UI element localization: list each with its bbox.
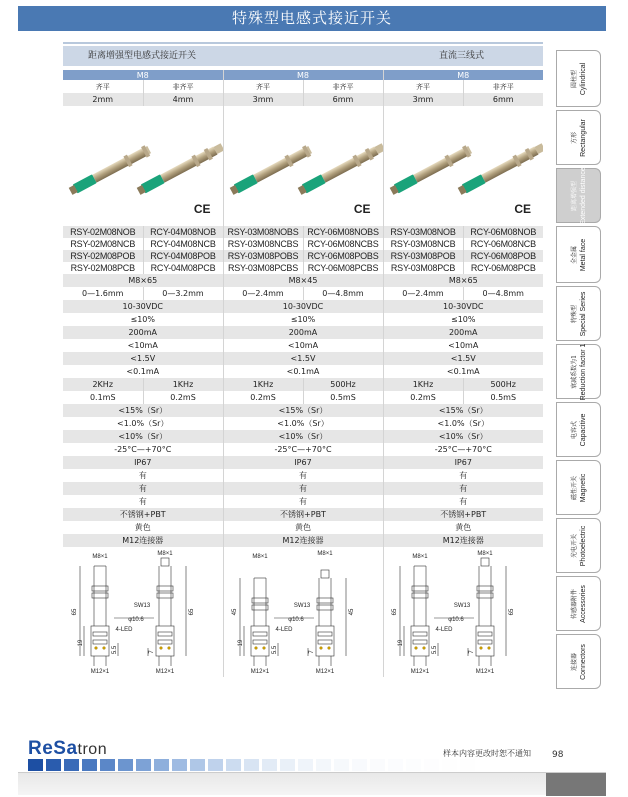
load-current-cell: 200mA: [383, 326, 543, 339]
range-cell: 0—3.2mm: [143, 287, 223, 300]
model-cell: RSY-02M08PCB: [70, 263, 135, 273]
sidebar-tab-label: [570, 238, 588, 270]
voltage-row: [63, 300, 543, 313]
reverse-cell: 有: [223, 482, 383, 495]
footer-square: [208, 759, 223, 771]
response-cell: 0.2mS: [143, 391, 223, 404]
sidebar-tab-en: Capacitive: [579, 413, 587, 446]
drawing-label: M12×1: [90, 669, 110, 675]
drawing-label: SW13: [293, 603, 311, 609]
consumption-cell: <10mA: [223, 339, 383, 352]
frequency-cell: 500Hz: [303, 378, 383, 391]
distance-cell: 3mm: [383, 93, 463, 106]
footer-square: [82, 759, 97, 771]
hysteresis-row: [63, 404, 543, 417]
leakage-cell: <0.1mA: [383, 365, 543, 378]
protection-cell: IP67: [223, 456, 383, 469]
footer-square: [352, 759, 367, 771]
sidebar-tab-cn: 圆柱型: [570, 69, 578, 88]
sidebar-tab-cn: 电容式: [570, 420, 578, 439]
material-cell: 不锈钢+PBT: [223, 508, 383, 521]
mount-cell: 非齐平: [143, 80, 223, 93]
hysteresis-cell: <15%（Sr）: [383, 404, 543, 417]
short-circuit-row: [63, 469, 543, 482]
footer-square: [154, 759, 169, 771]
drawing-label: φ10.6: [127, 617, 144, 623]
sidebar-tab-cn: 全金属: [570, 245, 578, 264]
repeat-cell: <1.0%（Sr）: [223, 417, 383, 430]
model-cell: RCY-06M08POBS: [303, 250, 383, 262]
size-cell: M8: [383, 70, 543, 80]
sidebar-tab-en: Accessories: [579, 584, 587, 623]
sidebar-tab-capacitive[interactable]: [556, 402, 601, 457]
voltage-drop-cell: <1.5V: [383, 352, 543, 365]
indicator-cell: 有: [383, 495, 543, 508]
drawing-label: M12×1: [250, 669, 270, 675]
drawing-label: M12×1: [315, 669, 335, 675]
dimension-drawing: [224, 548, 382, 676]
footer-square: [28, 759, 43, 771]
footer-square: [118, 759, 133, 771]
sidebar-tab-photoelectric[interactable]: [556, 518, 601, 573]
footer-square: [496, 759, 511, 771]
color-cell: 黄色: [223, 521, 383, 534]
footer-square: [424, 759, 439, 771]
material-row: [63, 508, 543, 521]
model-cell: RSY-03M08POB: [383, 250, 463, 262]
drawing-label: 19: [77, 639, 84, 647]
dimension-drawing: [384, 548, 542, 676]
footer-square: [136, 759, 151, 771]
drawing-label: M12×1: [155, 669, 175, 675]
temperature-cell: -25°C—+70°C: [223, 443, 383, 456]
sidebar-tab-en: Special Series: [579, 291, 587, 336]
mount-cell: 非齐平: [303, 80, 383, 93]
footer-square: [334, 759, 349, 771]
drawing-label: φ10.6: [288, 617, 304, 623]
size-cell: M8: [63, 70, 223, 80]
dimensions-cell: M8×65: [63, 274, 223, 287]
distance-cell: 2mm: [63, 93, 143, 106]
repeat-row: [63, 417, 543, 430]
footer-square: [244, 759, 259, 771]
sidebar-tab-extended-distance[interactable]: [556, 168, 601, 223]
footer-square: [478, 759, 493, 771]
footer-square: [514, 759, 529, 771]
drawing-label: M8×1: [92, 554, 108, 560]
footer-square: [262, 759, 277, 771]
model-cell: RSY-03M08NCBS: [223, 238, 303, 250]
distance-row: [63, 93, 543, 106]
drawing-label: M8×1: [157, 551, 173, 557]
brand-logo: [28, 738, 107, 760]
range-cell: 0—4.8mm: [303, 287, 383, 300]
leakage-row: [63, 365, 543, 378]
frequency-row: [63, 378, 543, 391]
sidebar-tab-label: [570, 413, 588, 446]
drawing-label: M8×1: [412, 554, 428, 560]
sidebar-tab-en: Extended distance: [579, 166, 587, 225]
voltage-drop-cell: <1.5V: [63, 352, 223, 365]
dimension-drawing: [64, 548, 222, 676]
ripple-row: [63, 313, 543, 326]
product-image-cell: [223, 106, 383, 226]
model-cell: RSY-02M08NCB: [70, 239, 136, 249]
distance-cell: 6mm: [303, 93, 383, 106]
hysteresis-cell: <15%（Sr）: [63, 404, 223, 417]
drawing-label: 65: [71, 608, 78, 616]
response-row: [63, 391, 543, 404]
temp-drift-cell: <10%（Sr）: [383, 430, 543, 443]
range-cell: 0—1.6mm: [82, 289, 124, 298]
sidebar-tab-cn: 连接器: [570, 652, 578, 671]
ripple-cell: ≤10%: [383, 313, 543, 326]
consumption-row: [63, 339, 543, 352]
voltage-cell: 10-30VDC: [63, 300, 223, 313]
drawing-label: M12×1: [410, 669, 430, 675]
model-cell: RCY-06M08NCB: [463, 238, 543, 250]
sidebar-tab-cn: 传感器附件: [570, 588, 578, 619]
footer-square: [316, 759, 331, 771]
reverse-cell: 有: [63, 482, 223, 495]
dimension-drawing-row: [63, 547, 543, 677]
logo-tail: tron: [77, 741, 108, 758]
dimension-drawing-cell: [223, 547, 383, 677]
ripple-cell: ≤10%: [130, 315, 155, 324]
voltage-cell: 10-30VDC: [383, 300, 543, 313]
sidebar-tab-cn: 光电开关: [570, 533, 578, 558]
model-row: [63, 262, 543, 274]
frequency-cell: 2KHz: [63, 378, 143, 391]
section-header: [63, 46, 543, 66]
sidebar-tab-label: [570, 644, 588, 680]
model-row: [63, 238, 543, 250]
repeat-cell: <1.0%（Sr）: [117, 419, 169, 428]
sidebar-tab-magnetic[interactable]: [556, 460, 601, 515]
ce-mark-icon: CE: [353, 202, 371, 216]
drawing-label: SW13: [133, 603, 150, 609]
footer-square: [190, 759, 205, 771]
sidebar-tab-metal-face[interactable]: [556, 226, 601, 283]
footer-squares: [28, 759, 532, 771]
response-cell: 0.2mS: [223, 391, 303, 404]
mount-row: [63, 80, 543, 93]
sidebar-tab-en: Rectangular: [579, 118, 587, 157]
drawing-label: 19: [398, 639, 405, 647]
section-title: 距离增强型电感式接近开关: [88, 51, 197, 61]
distance-cell: 6mm: [463, 93, 543, 106]
temperature-cell: -25°C—+70°C: [383, 443, 543, 456]
model-cell: RSY-03M08NCB: [383, 238, 463, 250]
load-current-row: [63, 326, 543, 339]
sidebar-tab-accessories[interactable]: [556, 576, 601, 631]
drawing-label: 4-LED: [435, 627, 453, 633]
connector-cell: M12连接器: [383, 534, 543, 547]
sidebar-tab-label: [570, 343, 588, 400]
sidebar-tab-label: [570, 119, 588, 157]
sidebar-tab-label: [570, 167, 588, 225]
temp-drift-cell: <10%（Sr）: [63, 430, 223, 443]
page-number: 98: [552, 750, 564, 760]
model-cell: RSY-03M08NOBS: [223, 226, 303, 238]
connector-cell: M12连接器: [223, 534, 383, 547]
range-row: [63, 287, 543, 300]
sidebar-tab-en: Cylindrical: [579, 62, 587, 95]
response-cell: 0.2mS: [383, 391, 463, 404]
protection-row: [63, 456, 543, 469]
short-circuit-cell: 有: [383, 469, 543, 482]
spec-table: [63, 70, 543, 677]
distance-cell: 3mm: [223, 93, 303, 106]
footer-band: [18, 772, 606, 795]
drawing-label: M12×1: [475, 669, 495, 675]
load-current-cell: 200mA: [63, 326, 223, 339]
leakage-cell: <0.1mA: [126, 367, 160, 376]
footer-square: [460, 759, 475, 771]
sidebar-tab-label: [570, 62, 588, 94]
footer-square: [370, 759, 385, 771]
drawing-label: SW13: [454, 603, 471, 609]
connector-cell: M12连接器: [63, 534, 223, 547]
model-cell: RCY-06M08PCB: [463, 262, 543, 274]
color-cell: 黄色: [383, 521, 543, 534]
dimension-drawing-cell: [383, 547, 543, 677]
range-cell: 0—4.8mm: [463, 287, 543, 300]
leakage-cell: <0.1mA: [223, 365, 383, 378]
response-cell: 0.5mS: [303, 391, 383, 404]
drawing-label: 7: [469, 650, 476, 654]
drawing-label: 65: [509, 608, 516, 616]
indicator-cell: 有: [138, 497, 147, 506]
drawing-label: 5.5: [432, 645, 439, 655]
drawing-label: M8×1: [317, 551, 333, 557]
hysteresis-cell: <15%（Sr）: [223, 404, 383, 417]
model-cell: RCY-06M08POB: [463, 250, 543, 262]
consumption-cell: <10mA: [383, 339, 543, 352]
drawing-label: 5.5: [272, 645, 278, 655]
model-cell: RCY-06M08PCBS: [303, 262, 383, 274]
sidebar-tab-special-series[interactable]: [556, 286, 601, 341]
footer-square: [442, 759, 457, 771]
sidebar-tab-en: Metal face: [579, 238, 587, 271]
footer-square: [226, 759, 241, 771]
reverse-cell: 有: [383, 482, 543, 495]
dimensions-cell: M8×65: [383, 274, 543, 287]
response-cell: 0.1mS: [89, 393, 116, 402]
drawing-label: 4-LED: [275, 627, 293, 633]
footer-square: [46, 759, 61, 771]
model-cell: RCY-04M08NCB: [143, 238, 223, 250]
model-cell: RCY-06M08NOBS: [303, 226, 383, 238]
logo-main: ReSa: [28, 738, 78, 759]
model-row: [63, 226, 543, 238]
material-cell: 不锈钢+PBT: [63, 508, 223, 521]
sidebar-tab-rectangular[interactable]: [556, 110, 601, 165]
sidebar-tab-en: Reduction factor 1: [579, 343, 587, 400]
drawing-label: 65: [392, 608, 399, 616]
sidebar-tab-label: [570, 473, 588, 501]
footer-square: [100, 759, 115, 771]
footer-square: [406, 759, 421, 771]
model-cell: RSY-03M08PCBS: [223, 262, 303, 274]
sidebar-tab-cn: 衰减系数为1: [570, 354, 578, 389]
indicator-cell: 有: [223, 495, 383, 508]
product-image-row: [63, 106, 543, 226]
ce-mark-icon: CE: [514, 202, 531, 216]
indicator-row: [63, 495, 543, 508]
drawing-label: M8×1: [252, 554, 268, 560]
range-cell: 0—2.4mm: [223, 287, 303, 300]
sidebar-tab-en: Connectors: [579, 643, 587, 680]
short-circuit-cell: 有: [138, 471, 147, 480]
divider: [63, 42, 543, 44]
short-circuit-cell: 有: [223, 469, 383, 482]
drawing-label: 7: [309, 650, 315, 654]
model-cell: RCY-04M08POB: [143, 250, 223, 262]
drawing-label: 4-LED: [115, 627, 133, 633]
sidebar-tab-label: [570, 585, 588, 623]
sidebar-tab-reduction-factor-1[interactable]: [556, 344, 601, 399]
load-current-cell: 200mA: [223, 326, 383, 339]
ce-mark-icon: CE: [193, 202, 211, 216]
drawing-label: 45: [232, 608, 238, 616]
model-cell: RSY-02M08POB: [63, 250, 143, 262]
drawing-label: 19: [238, 639, 244, 647]
size-row: [63, 70, 543, 80]
dimensions-row: [63, 274, 543, 287]
frequency-cell: 500Hz: [463, 378, 543, 391]
color-cell: 黄色: [134, 523, 151, 532]
product-image-cell: [383, 106, 543, 226]
voltage-drop-cell: <1.5V: [223, 352, 383, 365]
footer-square: [64, 759, 79, 771]
dimensions-cell: M8×45: [223, 274, 383, 287]
size-cell: M8: [223, 70, 383, 80]
dimension-drawing-cell: [63, 547, 223, 677]
sidebar-tab-cn: 磁性开关: [570, 475, 578, 500]
drawing-label: 7: [148, 650, 155, 654]
sidebar-tab-en: Magnetic: [579, 473, 587, 502]
model-cell: RCY-04M08NOB: [143, 226, 223, 238]
sidebar-tab-connectors[interactable]: [556, 634, 601, 689]
model-cell: RSY-03M08PCB: [383, 262, 463, 274]
sidebar-tab-label: [570, 291, 588, 336]
temp-drift-cell: <10%（Sr）: [223, 430, 383, 443]
footer-square: [298, 759, 313, 771]
mount-cell: 齐平: [95, 82, 110, 91]
reverse-row: [63, 482, 543, 495]
temperature-row: [63, 443, 543, 456]
model-cell: RCY-06M08NOB: [463, 226, 543, 238]
drawing-label: 45: [349, 608, 355, 616]
distance-cell: 4mm: [143, 93, 223, 106]
material-cell: 不锈钢+PBT: [383, 508, 543, 521]
temp-drift-row: [63, 430, 543, 443]
repeat-cell: <1.0%（Sr）: [383, 417, 543, 430]
mount-cell: 非齐平: [463, 80, 543, 93]
sidebar-tab-cn: 方形: [570, 131, 578, 144]
product-image-cell: [63, 106, 223, 226]
protection-cell: IP67: [63, 456, 223, 469]
ripple-cell: ≤10%: [223, 313, 383, 326]
model-cell: RSY-02M08NOB: [63, 226, 143, 238]
model-cell: RCY-06M08NCBS: [303, 238, 383, 250]
sidebar-tab-cylindrical[interactable]: [556, 50, 601, 107]
response-cell: 0.5mS: [463, 391, 543, 404]
voltage-drop-row: [63, 352, 543, 365]
model-row: [63, 250, 543, 262]
mount-cell: 齐平: [383, 80, 463, 93]
model-cell: RSY-03M08NOB: [383, 226, 463, 238]
color-row: [63, 521, 543, 534]
section-type: 直流三线式: [439, 51, 485, 61]
page-title: 特殊型电感式接近开关: [18, 6, 606, 31]
frequency-cell: 1KHz: [143, 378, 223, 391]
drawing-label: φ10.6: [448, 617, 465, 623]
sidebar-tab-en: Photoelectric: [579, 525, 587, 566]
temperature-cell: -25°C—+70°C: [114, 445, 172, 454]
model-cell: RCY-04M08PCB: [143, 262, 223, 274]
drawing-label: 5.5: [111, 645, 118, 655]
drawing-label: 65: [188, 608, 195, 616]
drawing-label: M8×1: [477, 551, 493, 557]
range-cell: 0—2.4mm: [383, 287, 463, 300]
footer-square: [388, 759, 403, 771]
protection-cell: IP67: [383, 456, 543, 469]
mount-cell: 齐平: [223, 80, 303, 93]
connector-row: [63, 534, 543, 547]
footer-notice: 样本内容更改时恕不通知: [443, 749, 531, 758]
sidebar-tab-cn: 距离增强型: [570, 180, 578, 211]
frequency-cell: 1KHz: [383, 378, 463, 391]
sidebar-tab-label: [570, 525, 588, 565]
sidebar-tab-cn: 特殊型: [570, 304, 578, 323]
voltage-cell: 10-30VDC: [223, 300, 383, 313]
consumption-cell: <10mA: [127, 341, 158, 350]
footer-square: [172, 759, 187, 771]
model-cell: RSY-03M08POBS: [223, 250, 303, 262]
frequency-cell: 1KHz: [223, 378, 303, 391]
footer-square: [280, 759, 295, 771]
